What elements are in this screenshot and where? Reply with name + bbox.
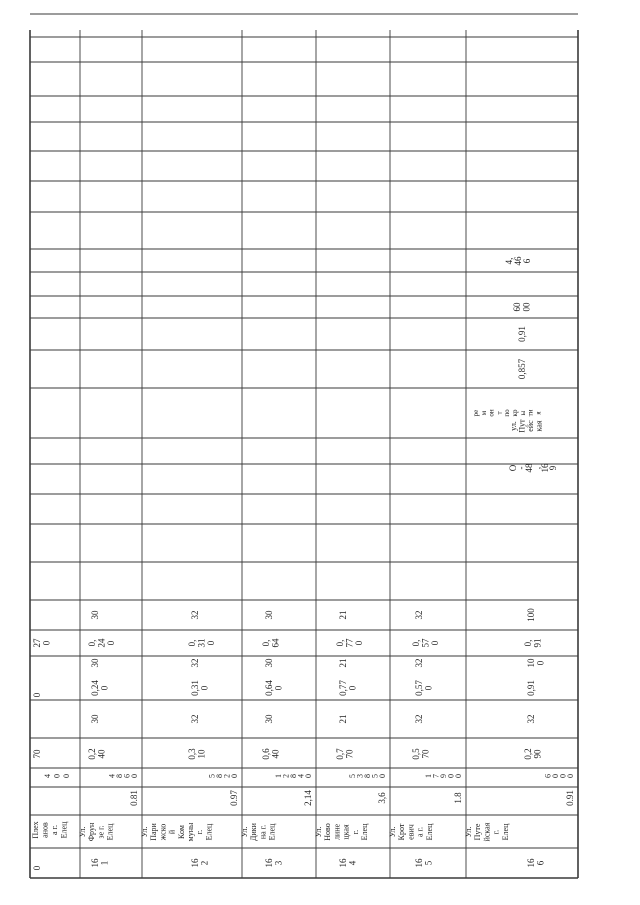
col9-value: 91	[532, 638, 543, 648]
col7-value: 0,31	[190, 680, 200, 696]
col5-value: 0,2	[523, 748, 533, 760]
work-type: я	[534, 411, 543, 415]
street-name: Елец	[424, 823, 434, 841]
col6-value: 30	[264, 714, 274, 724]
street-name: Елец	[360, 823, 369, 841]
row-id: 16	[414, 858, 424, 868]
col8-value: 30	[90, 658, 100, 668]
col8-value: 0	[535, 660, 546, 666]
value-4: 6	[522, 258, 532, 264]
col8-value: 10	[526, 658, 536, 668]
street-name: на г.	[258, 824, 268, 840]
col5-value: 0,2	[87, 748, 97, 760]
col4-value: 0	[566, 774, 575, 778]
col7-value: 0	[99, 685, 110, 691]
col4-value: 0	[52, 774, 62, 778]
col9-value: 0	[41, 640, 52, 646]
street-name-short: ейс	[526, 420, 535, 432]
col4-value: 9	[439, 774, 448, 778]
street-name: жско	[158, 823, 168, 841]
object-code: 16	[540, 463, 550, 473]
col4-value: 0	[551, 774, 560, 778]
object-code: ,	[532, 466, 542, 470]
row-id: 6	[535, 860, 546, 866]
street-name: Дики	[249, 823, 259, 841]
work-type: ы	[518, 410, 527, 416]
col9-value: 64	[270, 638, 281, 648]
street-name: Фрун	[87, 822, 97, 842]
col4-value: 2	[281, 774, 291, 778]
col9-value: 0	[354, 640, 364, 646]
row-length: 2,14	[303, 790, 313, 806]
col10-value: 30	[264, 610, 274, 620]
col5-value: 70	[32, 749, 42, 759]
col8-value: 32	[414, 658, 424, 668]
col7-value: 0	[32, 692, 42, 698]
row-id: 1	[99, 860, 110, 866]
street-name: анов	[40, 822, 50, 838]
col6-value: 30	[90, 714, 100, 724]
value-3: 60	[512, 302, 522, 312]
col9-value: 0,	[187, 639, 197, 647]
street-name: г.	[195, 829, 205, 835]
col10-value: 32	[190, 610, 200, 620]
col4-value: 0	[558, 774, 568, 778]
col7-value: 0,24	[90, 680, 100, 696]
col5-value: 70	[344, 749, 355, 759]
col5-value: 0,5	[411, 748, 421, 760]
col4-value: 8	[215, 774, 224, 778]
row-id: 3	[273, 860, 284, 866]
row-length: 0.91	[565, 790, 575, 806]
row-id: 16	[526, 858, 536, 868]
row-id: 4	[347, 860, 358, 866]
col10-value: 32	[414, 610, 424, 620]
street-name: Пари	[149, 823, 159, 841]
table-grid	[30, 14, 578, 878]
street-name: Плех	[31, 821, 40, 839]
col6-value: 32	[190, 714, 200, 724]
col4-value: 6	[543, 774, 553, 778]
col7-value: 0,57	[414, 680, 424, 696]
table-content	[31, 256, 575, 870]
col4-value: 7	[431, 774, 441, 778]
street-name: Елец	[500, 823, 510, 841]
value-2: 0,91	[517, 326, 527, 342]
street-name: евич	[406, 824, 416, 840]
row-length: 0.81	[129, 790, 139, 806]
col7-value: 0	[199, 685, 210, 691]
street-name: Ново	[323, 823, 333, 841]
col9-value: 0	[206, 640, 216, 646]
street-name-short: кая	[534, 420, 544, 432]
col5-value: 10	[196, 749, 207, 759]
col4-value: 3	[355, 774, 365, 778]
street-name: Крот	[397, 823, 407, 841]
row-length: 1.8	[453, 792, 463, 804]
col6-value: 21	[338, 714, 348, 724]
street-name: й	[167, 829, 177, 835]
col5-value: 0,3	[187, 748, 197, 760]
row-id: 5	[423, 860, 434, 866]
street-name: а г.	[415, 827, 425, 837]
work-type: кр	[511, 409, 519, 417]
street-name: г.	[350, 829, 360, 835]
col8-value: 21	[338, 658, 348, 668]
col4-value: 4	[43, 774, 52, 778]
col4-value: 4	[107, 774, 117, 778]
value-3: 00	[521, 302, 532, 312]
col6-value: 32	[526, 714, 536, 724]
col5-value: 70	[420, 749, 431, 759]
col5-value: 40	[270, 749, 281, 759]
col9-value: 0,	[335, 639, 345, 647]
col4-value: 0	[378, 774, 387, 778]
col4-value: 1	[274, 774, 283, 778]
col9-value: 0,	[261, 639, 271, 647]
col9-value: 27	[32, 638, 42, 648]
col8-value: 32	[190, 658, 200, 668]
col9-value: 77	[344, 638, 355, 648]
work-type: ти	[526, 409, 535, 417]
col5-value: 90	[532, 749, 543, 759]
street-name: йская	[482, 822, 492, 842]
street-name: Елец	[204, 823, 214, 841]
value-4: 46	[513, 256, 523, 266]
work-type: по	[503, 409, 512, 417]
row-id: 2	[199, 860, 210, 866]
col4-value: 5	[370, 774, 380, 778]
col4-value: 0	[62, 774, 71, 778]
col5-value: 0,7	[335, 748, 345, 760]
street-name: Ул.	[388, 826, 397, 838]
col4-value: 0	[446, 774, 456, 778]
col9-value: 0	[430, 640, 440, 646]
street-name: Ул.	[240, 826, 249, 838]
col4-value: 8	[289, 774, 298, 778]
street-name-short: ул.	[509, 421, 518, 431]
col5-value: 40	[96, 749, 107, 759]
street-name: Ул.	[314, 826, 323, 838]
street-name: зе г.	[96, 825, 106, 839]
street-name: Елец	[105, 823, 115, 841]
value-1: 0,857	[517, 358, 527, 380]
col4-value: 0	[230, 774, 239, 778]
col9-value: 0,	[523, 639, 533, 647]
street-name: муны	[186, 822, 195, 842]
work-type: т	[495, 411, 504, 415]
col9-value: 31	[196, 638, 207, 648]
street-name-short: Пут	[517, 419, 527, 433]
street-name: Елец	[267, 823, 277, 841]
row-id: 16	[264, 858, 274, 868]
col6-value: 32	[414, 714, 424, 724]
col9-value: 0,	[411, 639, 421, 647]
col8-value: 30	[264, 658, 274, 668]
col4-value: 0	[304, 774, 313, 778]
street-name: а г.	[50, 825, 59, 835]
row-id: 16	[190, 858, 200, 868]
col7-value: 0,77	[338, 680, 348, 696]
street-name: лине	[332, 823, 342, 841]
street-name: г.	[491, 829, 501, 835]
street-name: Ком	[176, 825, 186, 839]
object-code: 9	[548, 465, 558, 471]
street-name: Ул.	[78, 826, 87, 838]
work-type: ре	[472, 409, 480, 417]
row-length: 3,6	[377, 792, 387, 804]
street-name: цкая	[341, 824, 351, 840]
col4-value: 5	[348, 774, 357, 778]
object-code: -	[516, 466, 526, 470]
col7-value: 0,91	[526, 680, 536, 696]
col4-value: 6	[122, 774, 132, 778]
col9-value: 0,	[87, 639, 97, 647]
col7-value: 0	[347, 685, 358, 691]
work-type: м	[479, 410, 488, 416]
row-length: 0.97	[229, 790, 239, 806]
street-name: Путе	[473, 823, 483, 841]
row-id: 0	[32, 865, 42, 871]
col9-value: 57	[420, 638, 431, 648]
col7-value: 0	[273, 685, 284, 691]
row-id: 16	[338, 858, 348, 868]
row-id: 16	[90, 858, 100, 868]
col4-value: 1	[424, 774, 433, 778]
work-type: он	[487, 409, 496, 417]
street-name: Елец	[59, 821, 69, 839]
col4-value: 2	[222, 774, 232, 778]
col5-value: 0,6	[261, 748, 271, 760]
col4-value: 4	[296, 774, 306, 778]
col9-value: 0	[106, 640, 116, 646]
col10-value: 21	[338, 610, 348, 620]
col7-value: 0,64	[264, 680, 274, 696]
col4-value: 0	[454, 774, 463, 778]
col4-value: 0	[130, 774, 139, 778]
col9-value: 24	[96, 638, 107, 648]
col10-value: 100	[526, 608, 536, 622]
object-code: 48	[524, 463, 534, 473]
col7-value: 0	[423, 685, 434, 691]
value-4: 4,	[504, 257, 514, 265]
col4-value: 8	[363, 774, 372, 778]
col4-value: 5	[207, 774, 217, 778]
street-name: Ул.	[140, 826, 149, 838]
col10-value: 30	[90, 610, 100, 620]
object-code: О	[508, 464, 518, 472]
col4-value: 8	[115, 774, 124, 778]
street-name: Ул.	[464, 826, 473, 838]
